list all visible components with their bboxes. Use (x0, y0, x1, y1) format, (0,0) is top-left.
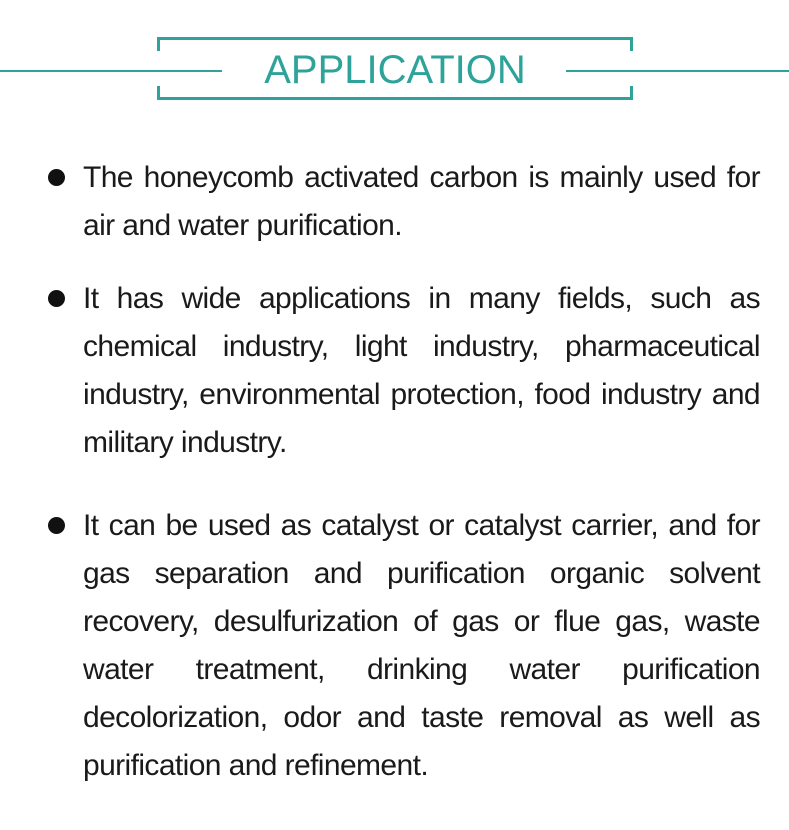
section-title: APPLICATION (264, 48, 526, 92)
title-frame-top (157, 37, 633, 40)
bullet-item: It can be used as catalyst or catalyst carrier, and for gas separation and purification organic solvent recovery, desulfurization of gas or flue gas, waste water treatment, drinking water purification decolorization, odor and taste removal as well as purification and refinement. (83, 509, 760, 782)
title-frame-bottom (157, 97, 633, 100)
bullet-dot-icon (48, 169, 65, 186)
bullet-dot-icon (48, 290, 65, 307)
section-header (0, 0, 789, 110)
bullet-item: The honeycomb activated carbon is mainly used for air and water purification. (83, 161, 760, 242)
bullet-dot-icon (48, 517, 65, 534)
bullet-item: It has wide applications in many fields, such as chemical industry, light industry, pharmaceutical industry, environmental protection, food industry and military industry. (83, 282, 760, 459)
